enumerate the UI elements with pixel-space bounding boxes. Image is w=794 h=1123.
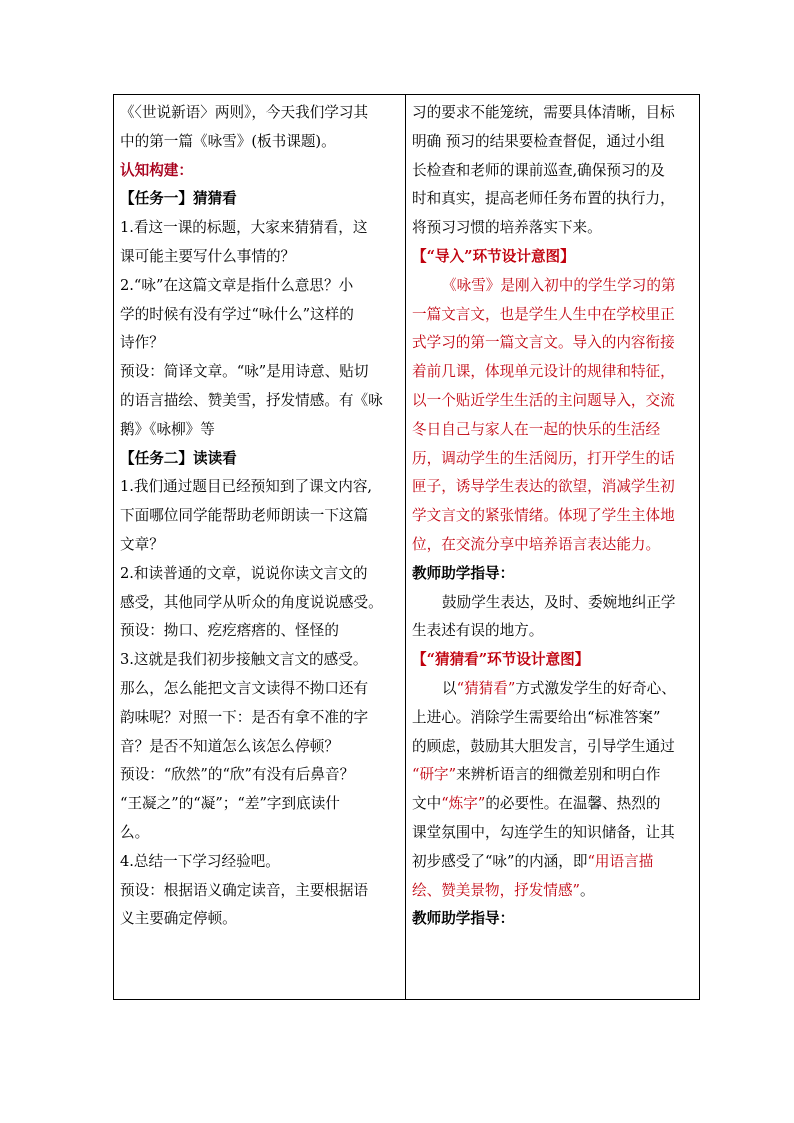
task1-line: 的语言描绘、赞美雪，抒发情感。有《咏 [120, 391, 383, 409]
task2-line: 么。 [120, 823, 150, 841]
intro-line-2: 中的第一篇《咏雪》(板书课题)。 [120, 132, 336, 150]
guess-text: 上进心。消除学生需要给出“标准答案” [412, 708, 661, 726]
teacher-guide-line: 鼓励学生表达，及时、委婉地纠正学 [442, 593, 676, 611]
task2-line: 预设：根据语义确定读音，主要根据语 [120, 881, 369, 899]
guess-text: 。 [580, 881, 595, 899]
guess-highlight: “研字” [412, 766, 457, 784]
left-column-activities [114, 95, 406, 999]
intro-design-line: 式学习的第一篇文言文。导入的内容衔接 [412, 334, 675, 352]
right-intro-line: 将预习习惯的培养落实下来。 [412, 219, 602, 237]
task1-line: 2.“咏”在这篇文章是指什么意思？小 [120, 276, 354, 294]
teacher-guide-heading-2: 教师助学指导： [412, 910, 515, 928]
task2-line: 4.总结一下学习经验吧。 [120, 852, 280, 870]
right-intro-line: 时和真实，提高老师任务布置的执行力， [412, 190, 675, 208]
intro-design-line: 冬日自己与家人在一起的快乐的生活经 [412, 420, 661, 438]
guess-highlight: “猜猜看” [456, 679, 516, 697]
guess-text: 的必要性。在温馨、热烈的 [485, 795, 661, 813]
guess-design-line [412, 761, 693, 790]
right-column-design-intent [406, 95, 699, 999]
task2-line: 韵味呢？对照一下：是否有拿不准的字 [120, 708, 369, 726]
task2-title: 【任务二】读读看 [120, 449, 237, 467]
intro-design-line: 匣子，诱导学生表达的欲望，消减学生初 [412, 478, 675, 496]
task2-line: 音？是否不知道怎么该怎么停顿？ [120, 737, 339, 755]
guess-highlight: “用语言描 [587, 852, 654, 870]
intro-design-line: 着前几课，体现单元设计的规律和特征， [412, 363, 675, 381]
intro-design-line: 《咏雪》是刚入初中的学生学习的第 [442, 276, 676, 294]
guess-design-line [412, 848, 693, 877]
guess-text: 文中 [412, 795, 442, 813]
task1-line: 鹅》《咏柳》等 [120, 420, 215, 438]
guess-highlight: “炼字” [441, 795, 486, 813]
task1-line: 学的时候有没有学过“咏什么”这样的 [120, 305, 354, 323]
task2-line: 文章？ [120, 535, 164, 553]
task1-line: 课可能主要写什么事情的？ [120, 247, 296, 265]
guess-highlight: 绘、赞美景物，抒发情感” [412, 881, 580, 899]
task1-line: 诗作？ [120, 334, 164, 352]
intro-design-line: 以一个贴近学生生活的主问题导入，交流 [412, 391, 675, 409]
task2-line: 感受，其他同学从听众的角度说说感受。 [120, 593, 383, 611]
guess-design-line [412, 733, 693, 762]
guess-text: 以 [442, 679, 457, 697]
guess-text: 来辨析语言的细微差别和明白作 [456, 766, 661, 784]
intro-design-line: 历，调动学生的生活阅历，打开学生的话 [412, 449, 675, 467]
cognitive-heading: 认知构建： [120, 161, 193, 179]
guess-text: 课堂氛围中，勾连学生的知识储备，让其 [412, 823, 675, 841]
teacher-guide-line: 生表述有误的地方。 [412, 622, 544, 640]
guess-text: 的顾虑，鼓励其大胆发言，引导学生通过 [412, 737, 675, 755]
teacher-guide-heading: 教师助学指导： [412, 564, 515, 582]
task2-line: 预设：“欣然”的“欣”有没有后鼻音？ [120, 766, 355, 784]
lesson-plan-table [113, 94, 700, 1000]
guess-text: 方式激发学生的好奇心、 [515, 679, 676, 697]
guess-design-line [412, 819, 693, 848]
task1-line: 1.看这一课的标题，大家来猜猜看，这 [120, 219, 368, 237]
task2-line: “王凝之”的“凝”；“差”字到底读什 [120, 795, 340, 813]
right-intro-line: 明确 预习的结果要检查督促，通过小组 [412, 132, 665, 150]
guess-design-title: 【“猜猜看”环节设计意图】 [412, 651, 590, 669]
guess-design-line [412, 790, 693, 819]
right-intro-line: 习的要求不能笼统，需要具体清晰，目标 [412, 104, 675, 121]
intro-line-1: 《〈世说新语〉两则》，今天我们学习其 [120, 104, 369, 121]
guess-text: 初步感受了“咏”的内涵，即 [412, 852, 588, 870]
task2-line: 2.和读普通的文章，说说你读文言文的 [120, 564, 368, 582]
intro-design-line: 一篇文言文，也是学生人生中在学校里正 [412, 305, 675, 323]
task1-line: 预设：简译文章。“咏”是用诗意、贴切 [120, 363, 369, 381]
task2-line: 下面哪位同学能帮助老师朗读一下这篇 [120, 507, 369, 525]
task2-line: 义主要确定停顿。 [120, 910, 237, 928]
task2-line: 那么，怎么能把文言文读得不拗口还有 [120, 679, 369, 697]
intro-design-line: 学文言文的紧张情绪。体现了学生主体地 [412, 507, 675, 525]
task2-line: 3.这就是我们初步接触文言文的感受。 [120, 651, 368, 669]
guess-design-line [412, 675, 693, 704]
task2-line: 预设：拗口、疙疙瘩瘩的、怪怪的 [120, 622, 339, 640]
intro-design-title: 【“导入”环节设计意图】 [412, 247, 575, 265]
task1-title: 【任务一】猜猜看 [120, 190, 237, 208]
intro-design-line: 位，在交流分享中培养语言表达能力。 [412, 535, 661, 553]
guess-design-line [412, 704, 693, 733]
task2-line: 1.我们通过题目已经预知到了课文内容, [120, 478, 373, 496]
right-intro-line: 长检查和老师的课前巡查,确保预习的及 [412, 161, 665, 179]
guess-design-line [412, 877, 693, 906]
